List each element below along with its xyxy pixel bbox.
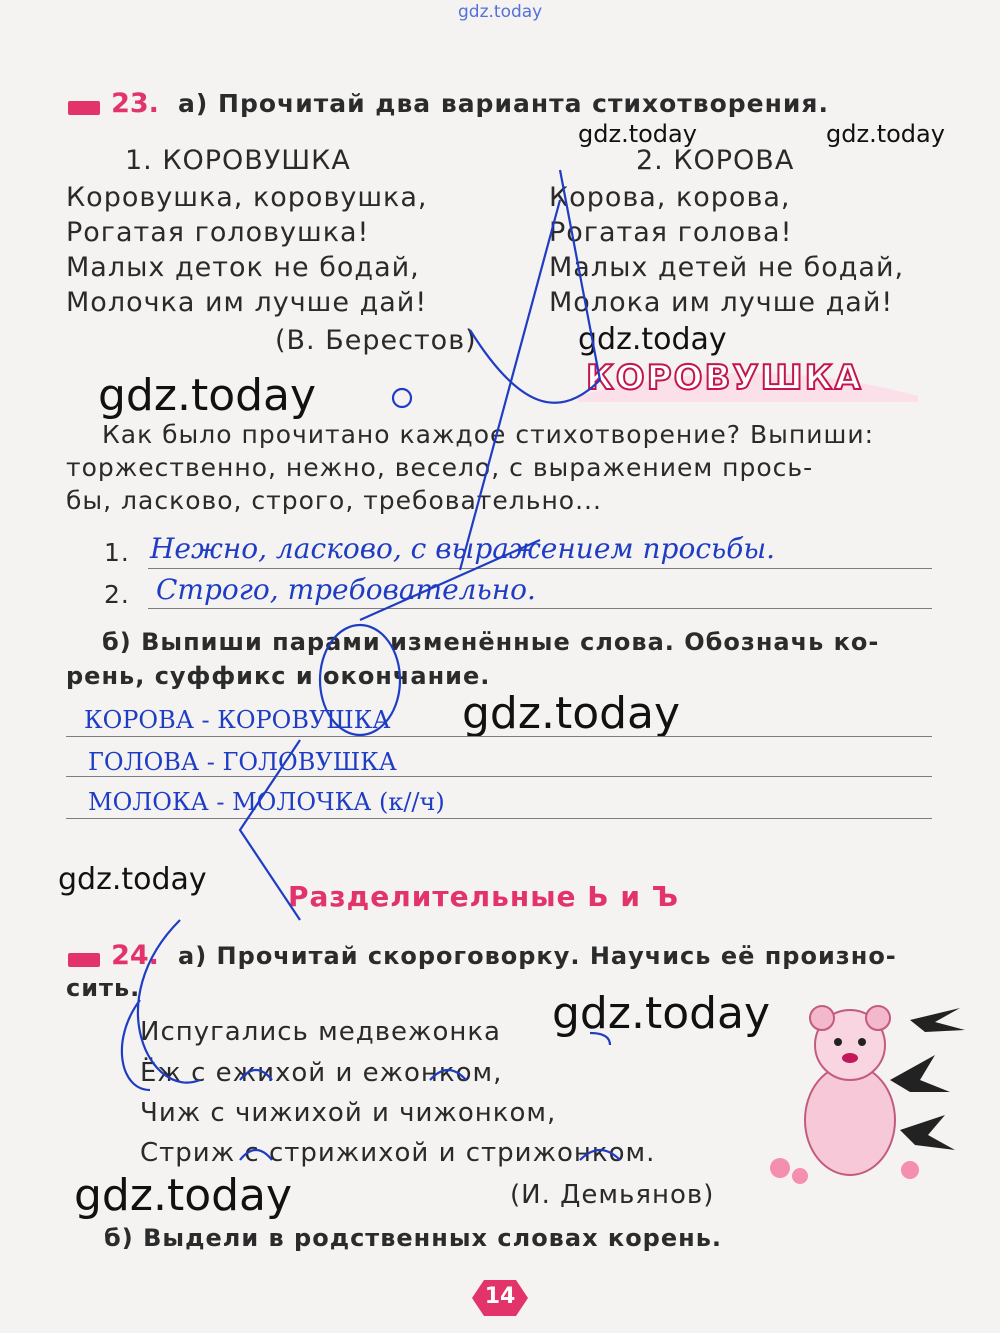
poem1-author: (В. Берестов)	[275, 325, 477, 356]
handwritten-answer: Строго, требовательно.	[156, 573, 536, 606]
watermark: gdz.today	[826, 120, 945, 148]
question-line: торжественно, нежно, весело, с выражением прось-	[66, 453, 814, 482]
tongue-twister-line: Испугались медвежонка	[140, 1017, 501, 1047]
question-line: Как было прочитано каждое стихотворение? Выпиши:	[102, 420, 875, 449]
watermark: gdz.today	[578, 120, 697, 148]
answer-label: 2.	[104, 580, 130, 609]
tongue-twister-line: Стриж с стрижихой и стрижонком.	[140, 1138, 656, 1168]
handwritten-pair: ГОЛОВА - ГОЛОВУШКА	[88, 748, 397, 776]
watermark: gdz.today	[98, 370, 317, 421]
part-b-line: б) Выпиши парами изменённые слова. Обозначь ко-	[102, 628, 880, 656]
task-number: 24.	[111, 940, 159, 971]
poem2-title: 2. КОРОВА	[636, 145, 795, 176]
tongue-twister-line: Чиж с чижихой и чижонком,	[140, 1098, 557, 1128]
question-line: бы, ласково, строго, требовательно...	[66, 486, 602, 515]
watermark: gdz.today	[58, 862, 207, 897]
poem2-line: Малых детей не бодай,	[549, 252, 905, 283]
poem2-line: Корова, корова,	[549, 182, 791, 213]
banner-text: КОРОВУШКА	[586, 358, 863, 398]
poem1-line: Молочка им лучше дай!	[66, 287, 428, 318]
task-number: 23.	[111, 88, 159, 119]
tongue-twister-author: (И. Демьянов)	[510, 1180, 715, 1210]
section-title: Разделительные Ь и Ъ	[288, 880, 680, 913]
poem1-line: Рогатая головушка!	[66, 217, 370, 248]
page-number: 14	[484, 1284, 516, 1309]
watermark: gdz.today	[578, 322, 727, 357]
task-heading-text: сить.	[66, 974, 141, 1002]
watermark: gdz.today	[552, 988, 771, 1039]
task24-part-b: б) Выдели в родственных словах корень.	[104, 1224, 723, 1252]
answer-label: 1.	[104, 538, 130, 567]
page-number-badge	[472, 1280, 528, 1316]
poem2-line: Рогатая голова!	[549, 217, 793, 248]
handwritten-answer: Нежно, ласково, с выражением просьбы.	[150, 532, 776, 565]
poem1-line: Коровушка, коровушка,	[66, 182, 428, 213]
poem1-line: Малых деток не бодай,	[66, 252, 420, 283]
task-heading-text: а) Прочитай два варианта стихотворения.	[178, 89, 829, 118]
handwritten-pair: МОЛОКА - МОЛОЧКА (к//ч)	[88, 788, 445, 816]
poem2-line: Молока им лучше дай!	[549, 287, 894, 318]
part-b-line: рень, суффикс и окончание.	[66, 662, 491, 690]
watermark: gdz.today	[74, 1170, 293, 1221]
watermark: gdz.today	[462, 688, 681, 739]
watermark-top: gdz.today	[458, 2, 543, 22]
tongue-twister-line: Ёж с ежихой и ежонком,	[140, 1058, 503, 1088]
task-heading-text: а) Прочитай скороговорку. Научись её произно-	[178, 942, 897, 970]
handwritten-pair: КОРОВА - КОРОВУШКА	[84, 706, 391, 734]
poem1-title: 1. КОРОВУШКА	[125, 145, 351, 176]
